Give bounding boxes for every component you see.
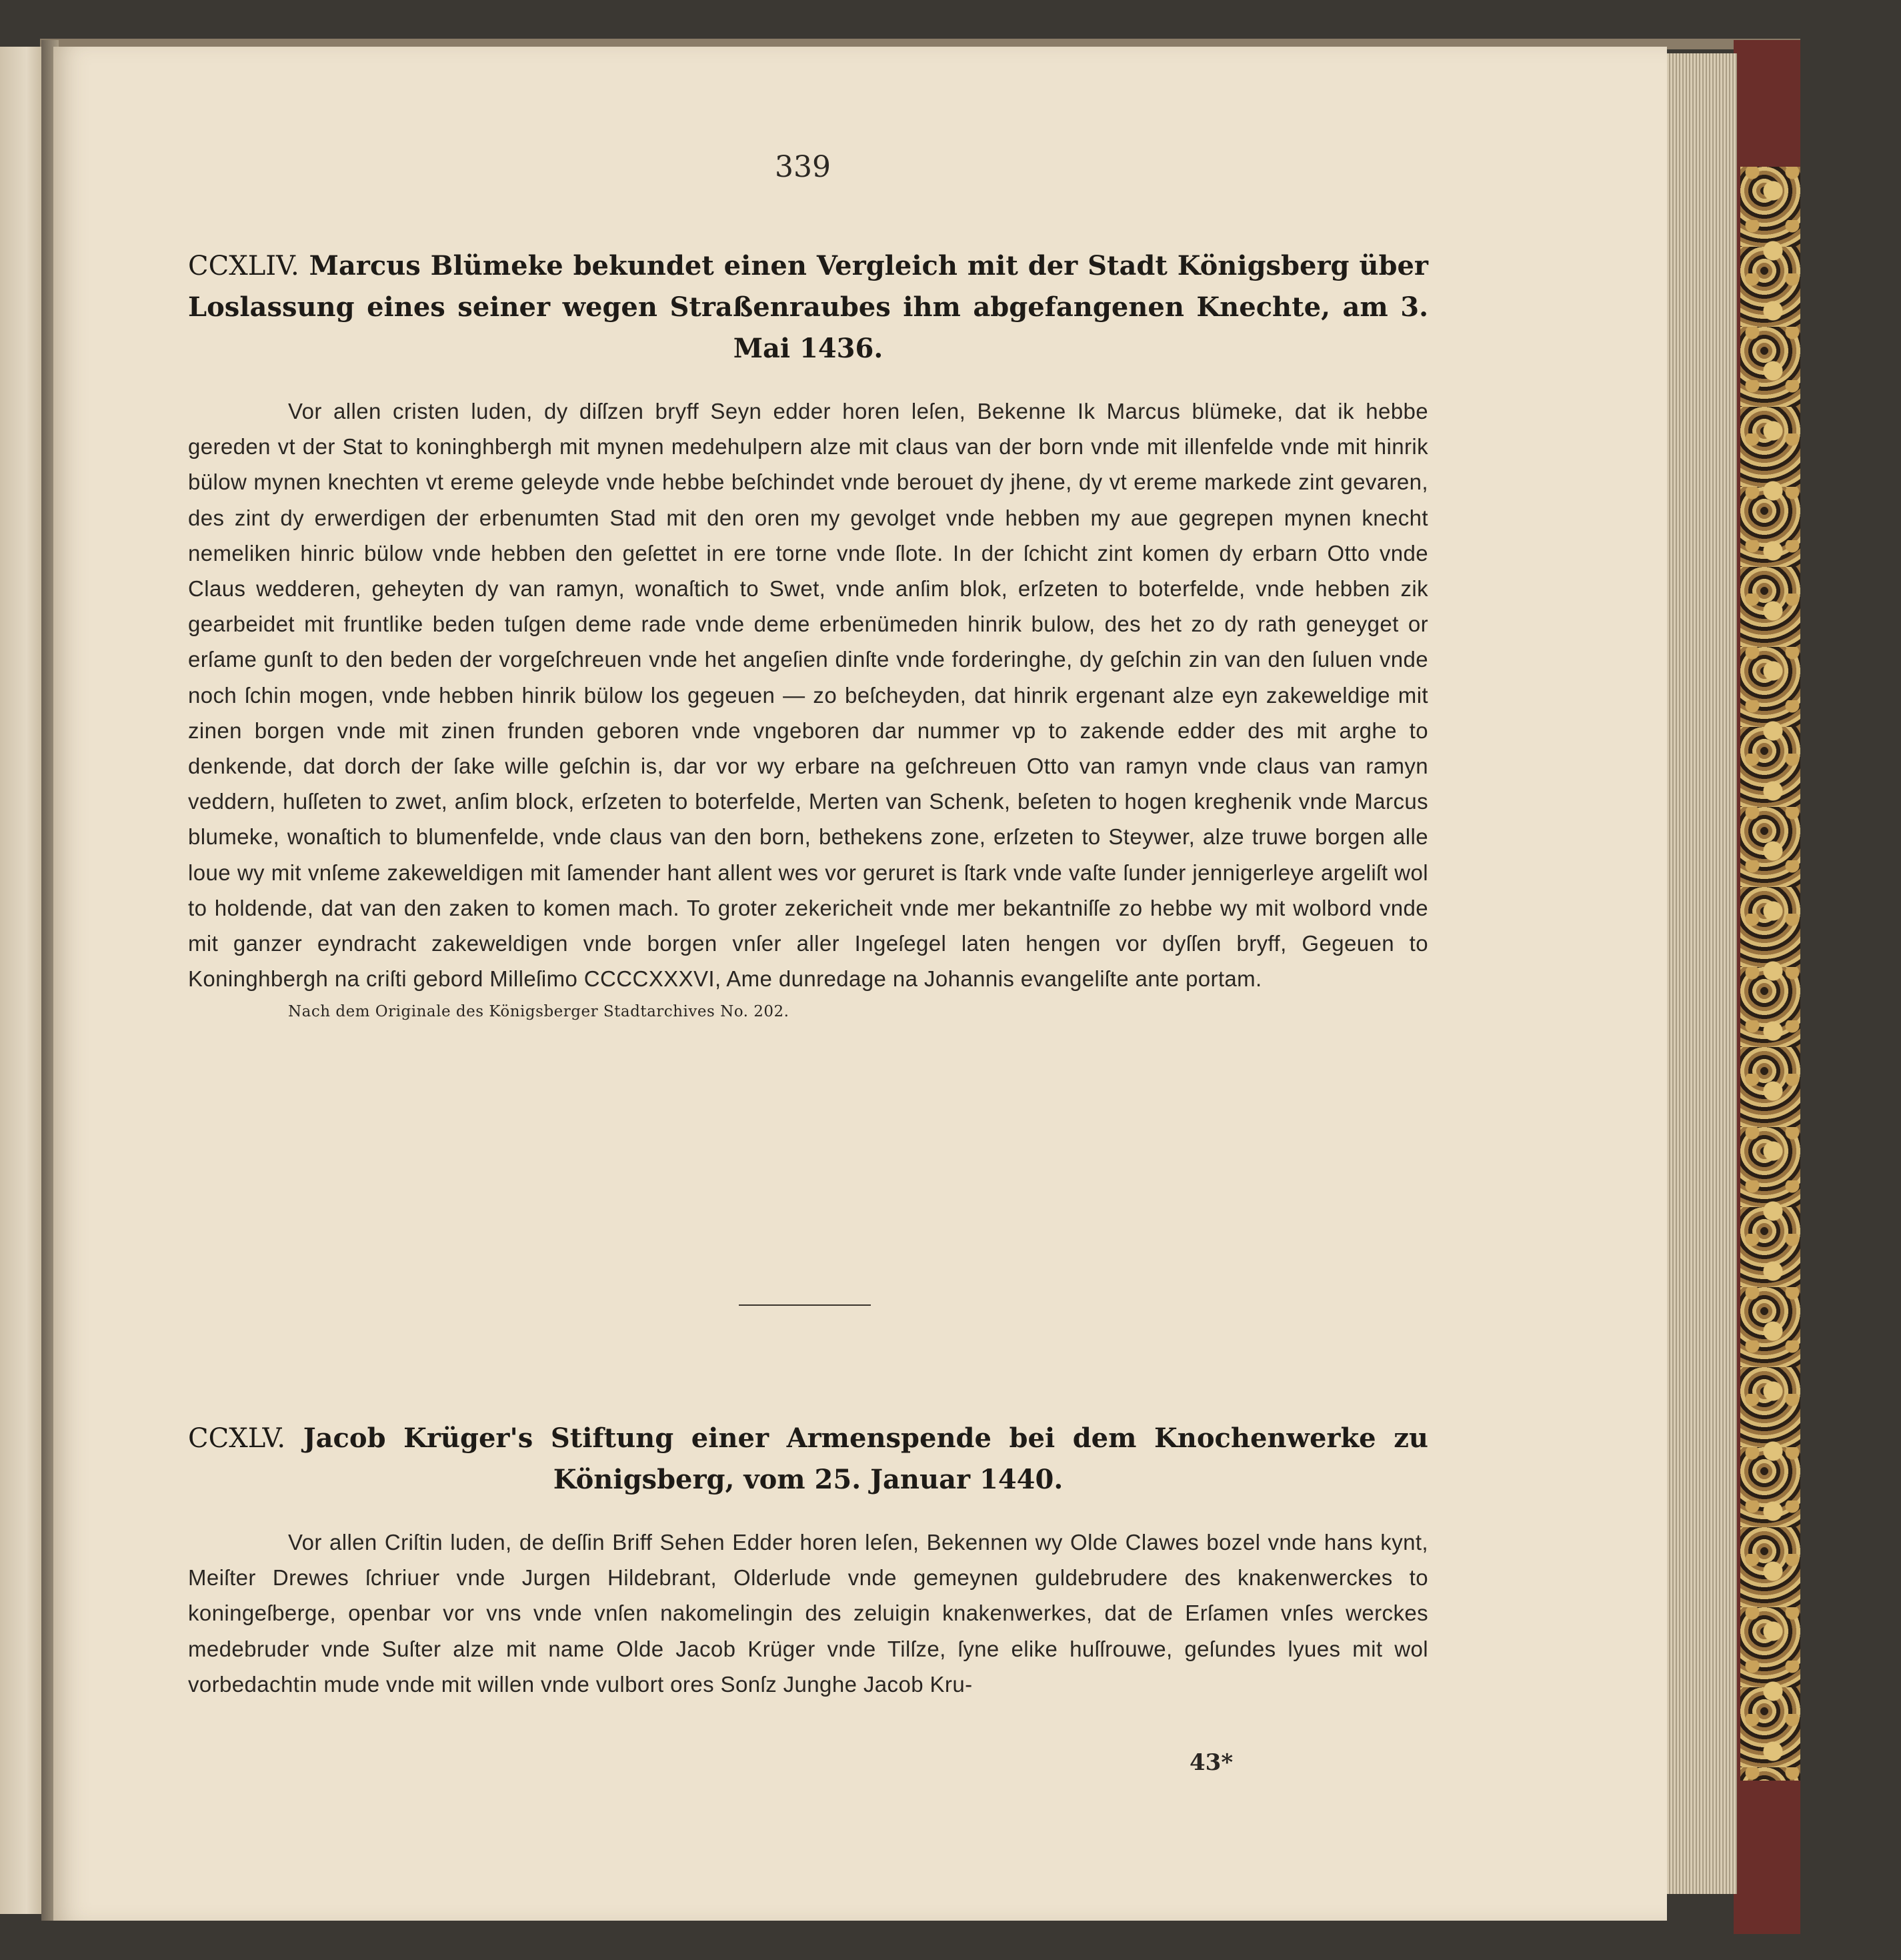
section-body xyxy=(188,393,1428,996)
source-note: Nach dem Originale des Königsberger Stadtarchives No. 202. xyxy=(288,1003,789,1021)
section-ccxlv xyxy=(188,1418,1428,1702)
section-heading xyxy=(188,1418,1428,1501)
section-ccxliv xyxy=(188,245,1428,1020)
signature-mark: 43* xyxy=(1190,1749,1234,1776)
body-paragraph: Vor allen Criſtin luden, de deſſin Briff Sehen Edder horen leſen, Bekennen wy Olde Clawes bozel vnde hans kynt, Meiſter Drewes ſchriuer vnde Jurgen Hildebrant, Olderlude vnde gemeynen guldebrudere des knakenwerckes to koningeſberge, openbar vor vns vnde vnſen nakomelingin des zeluigin knakenwerkes, dat de Erſamen vnſes werckes medebruder vnde Suſter alze mit name Olde Jacob Krüger vnde Tilſze, ſyne elike huſſrouwe, geſundes lyues mit wol vorbedachtin mude vnde mit willen vnde vulbort ores Sonſz Junghe Jacob Kru- xyxy=(188,1530,1428,1697)
section-heading xyxy=(188,245,1428,369)
body-paragraph: Vor allen cristen luden, dy diſſzen bryff Seyn edder horen leſen, Bekenne Ik Marcus blümeke, dat ik hebbe gereden vt der Stat to koninghbergh mit mynen medehulpern alze mit claus van der born vnde mit illenfelde vnde mit hinrik bülow mynen knechten vt ereme geleyde vnde hebbe beſchindet vnde berouet dy jhene, dy vt ereme markede zint gevaren, des zint dy erwerdigen der erbenumten Stad mit den oren my gevolget vnde hebben my aue gegrepen mynen knecht nemeliken hinric bülow vnde hebben den geſettet in ere torne vnde ſlote. In der ſchicht zint komen dy erbarn Otto vnde Claus wedderen, geheyten dy van ramyn, wonaſtich to Swet, vnde anſim blok, erſzeten to boterfelde, vnde hebben zik gearbeidet mit fruntlike beden tuſgen deme rade vnde deme erbenümeden hinrik bulow, des het zo dy rath geneyget or erſame gunſt to den beden der vorgeſchreuen vnde het angeſien dinſte vnde forderinghe, dy geſchin zin van den ſuluen vnde noch ſchin mogen, vnde hebben hinrik bülow los gegeuen — zo beſcheyden, dat hinrik ergenant alze eyn zakeweldige mit zinen borgen vnde mit zinen frunden geboren vnde vngeboren dar nummer vp to zakende edder des mit arghe to denkende, dat dorch der ſake wille geſchin is, dar vor wy erbare na geſchreuen Otto van ramyn vnde claus van ramyn veddern, huſſeten to zwet, anſim block, erſzeten to boterfelde, Merten van Schenk, beſeten to hogen kreghenik vnde Marcus blumeke, wonaſtich to blumenfelde, vnde claus van den born, bethekens zone, erſzeten to Steywer, alze truwe borgen alle loue wy mit vnſeme zakeweldigen mit ſamender hant allent wes vor geruret is ſtark vnde vaſte ſunder jennigerleye argeliſt wol to holdende, dat van den zaken to komen mach. To groter zekericheit vnde mer bekantniſſe zo hebbe wy mit wolbord vnde mit ganzer eyndracht zakeweldigen vnde borgen vnſer aller Ingeſegel laten hengen vor dyſſen bryff, Gegeuen to Koninghbergh na criſti gebord Milleſimo CCCCXXXVI, Ame dunredage na Johannis evangeliſte ante portam. xyxy=(188,399,1428,992)
marbled-cover-paper xyxy=(1740,167,1800,1781)
page-number: 339 xyxy=(775,150,831,184)
section-title: Jacob Krüger's Stiftung einer Armenspende bei dem Knochenwerke zu Königsberg, vom 25. Januar 1440. xyxy=(303,1422,1428,1495)
section-title: Marcus Blümeke bekundet einen Vergleich mit der Stadt Königsberg über Loslassung eines seiner wegen Straßenraubes ihm abgefangenen Knechte, am 3. Mai 1436. xyxy=(188,250,1428,364)
section-number: CCXLV. xyxy=(188,1423,286,1454)
page-edges xyxy=(1664,53,1737,1894)
section-number: CCXLIV. xyxy=(188,251,299,281)
section-body xyxy=(188,1525,1428,1702)
section-divider xyxy=(739,1304,871,1306)
